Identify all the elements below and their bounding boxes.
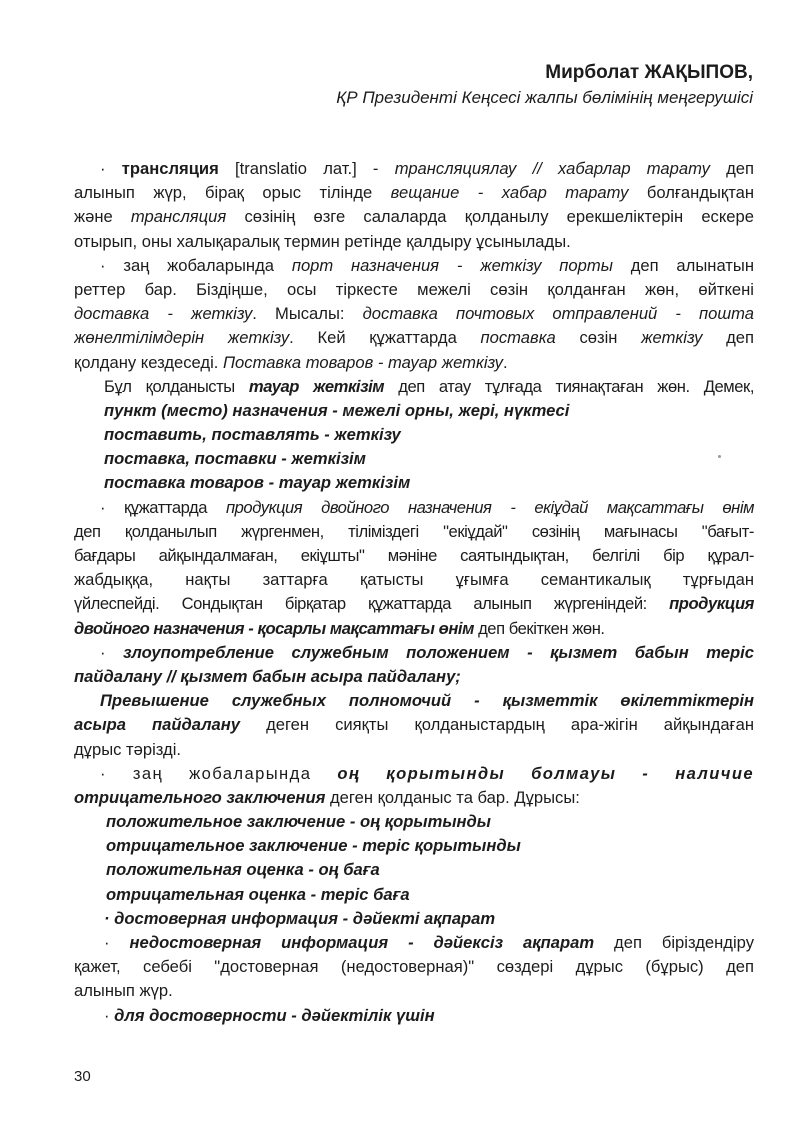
term-bold-italic: для достоверности - дәйектілік үшін [114,1005,435,1025]
text-run: · заң жобаларында [100,255,292,275]
term-italic: поставка [480,328,556,348]
text-run: қажет, себебі "достоверная (недостоверная)" сөздері дұрыс (бұрыс) деп [74,957,754,977]
text-run: болғандықтан [628,183,754,203]
text-run: · [100,159,122,178]
text-line [74,230,754,254]
text-run: және [74,207,131,227]
text-run: деп қолданылып жүргенмен, тіліміздегі "екіұдай" сөзінің мағынасы "бағыт- [74,521,754,541]
text-run: деп атау тұлғада тиянақтаған жөн. Демек, [384,376,754,396]
term-bold-italic: · достоверная информация - дәйекті ақпарат [104,908,496,928]
text-line [74,738,754,762]
text-line [74,157,754,181]
term-italic: Поставка товаров - тауар жеткізу [223,352,503,372]
text-run: Бұл қолданысты [104,376,249,396]
text-line [74,979,754,1003]
text-line [74,665,754,689]
author-name: Мирболат ЖАҚЫПОВ, [545,62,753,83]
text-line [74,617,754,641]
author-header [53,60,753,110]
term-bold-italic: продукция [669,594,754,614]
text-line [74,447,754,471]
text-run: [translatio лат.] - [218,159,395,178]
term-bold-italic: злоупотребление служебным положением - қызмет бабын теріс [123,642,754,662]
text-run: · заң жобаларында [100,763,338,783]
text-line [74,254,754,278]
text-run: деп алынатын [612,255,754,275]
term-bold-italic: тауар жеткізім [248,376,385,396]
text-run: · [104,1005,115,1025]
term-bold-italic: отрицательное заключение - теріс қорытынды [106,836,521,856]
text-line [74,834,754,858]
text-line [74,762,754,786]
text-line [74,858,754,882]
text-line [74,423,754,447]
text-line [74,689,754,713]
term-bold-italic: положительное заключение - оң қорытынды [106,812,491,832]
text-line [74,302,754,326]
text-line [74,278,754,302]
text-run: деп [709,159,754,178]
term-bold-italic: поставка, поставки - жеткізім [104,449,366,469]
text-run: қолдану кездеседі. [74,352,224,372]
text-line [74,351,754,375]
text-line [74,375,754,399]
text-run: деген қолданыс та бар. Дұрысы: [325,787,580,807]
term-bold-italic: пайдалану // қызмет бабын асыра пайдалану; [74,666,461,686]
term-bold-italic: поставить, поставлять - жеткізу [104,425,401,445]
term-bold-italic: пункт (место) назначения - межелі орны, жері, нүктесі [104,400,570,420]
term-italic: трансляция [130,207,227,227]
text-run: алынып жүр. [74,981,173,1001]
term-italic: доставка - жеткізу [74,304,253,324]
text-run: деп [702,328,754,348]
term-bold: трансляция [121,159,219,178]
text-line [74,931,754,955]
author-position: ҚР Президенті Кеңсесі жалпы бөлімінің меңгерушісі [336,88,753,107]
page-number: 30 [74,1068,91,1085]
text-line [74,883,754,907]
term-italic: продукция двойного назначения - екіұдай мақсаттағы өнім [225,497,754,517]
text-line [74,810,754,834]
term-bold-italic: отрицательная оценка - теріс баға [106,884,410,904]
term-bold-italic: поставка товаров - тауар жеткізім [104,473,411,493]
text-line [74,641,754,665]
term-bold-italic: Превышение служебных полномочий - қызметтік өкілеттіктерін [100,691,754,711]
text-line [74,786,754,810]
text-run: · құжаттарда [100,497,226,517]
text-line [74,544,754,568]
term-bold-italic: асыра пайдалану [74,715,241,735]
text-line [74,713,754,737]
scan-speck [718,455,721,458]
text-line [74,955,754,979]
text-line [74,520,754,544]
text-run: . Кей құжаттарда [289,328,481,348]
term-italic: вещание - хабар тарату [390,183,629,203]
text-line [74,496,754,520]
term-bold-italic: отрицательного заключения [74,787,326,807]
text-line [74,1004,754,1028]
text-run: үйлеспейді. Сондықтан бірқатар құжаттарда алынып жүргеніндей: [74,594,670,614]
text-run: . [502,352,508,372]
text-run: · [104,933,130,952]
text-run: реттер бар. Біздіңше, осы тіркесте межелі сөзін қолданған жөн, өйткені [74,279,754,299]
text-line [74,399,754,423]
text-run: деген сияқты қолданыстардың ара-жігін айқындаған [240,715,754,735]
body-text [74,157,754,1028]
text-line [74,568,754,592]
text-run: сөзін [555,328,642,348]
term-bold-italic: недостоверная информация - дәйексіз ақпарат [129,933,595,952]
term-italic: жеткізу [641,328,703,348]
term-bold-italic: оң қорытынды болмауы - наличие [337,763,754,783]
text-line [74,907,754,931]
text-line [74,326,754,350]
text-run: бағдары айқындалмаған, екіұшты" мәніне саятындықтан, белгілі бір құрал- [74,546,754,565]
text-line [74,205,754,229]
term-bold-italic: положительная оценка - оң баға [106,860,380,880]
text-line [74,592,754,616]
text-run: · [100,642,124,662]
text-line [74,471,754,495]
term-italic: порт назначения - жеткізу порты [291,255,613,275]
text-run: алынып жүр, бірақ орыс тілінде [74,183,391,203]
text-line [74,181,754,205]
term-bold-italic: двойного назначения - қосарлы мақсаттағы өнім [74,618,474,638]
text-run: деп бекіткен жөн. [473,618,605,638]
text-run: отырып, оны халықаралық термин ретінде қалдыру ұсынылады. [74,231,571,251]
text-run: . Мысалы: [252,304,363,324]
term-italic: трансляциялау // хабарлар тарату [394,159,710,178]
text-run: жабдыққа, нақты заттарға қатысты ұғымға семантикалық тұрғыдан [74,570,754,590]
text-run: деп біріздендіру [594,933,754,952]
term-italic: доставка почтовых отправлений - пошта [362,304,754,324]
term-italic: жөнелтілімдерін жеткізу [74,328,290,348]
text-run: сөзінің өзге салаларда қолданылу ерекшеліктерін ескере [226,207,754,227]
text-run: дұрыс тәрізді. [74,739,182,759]
